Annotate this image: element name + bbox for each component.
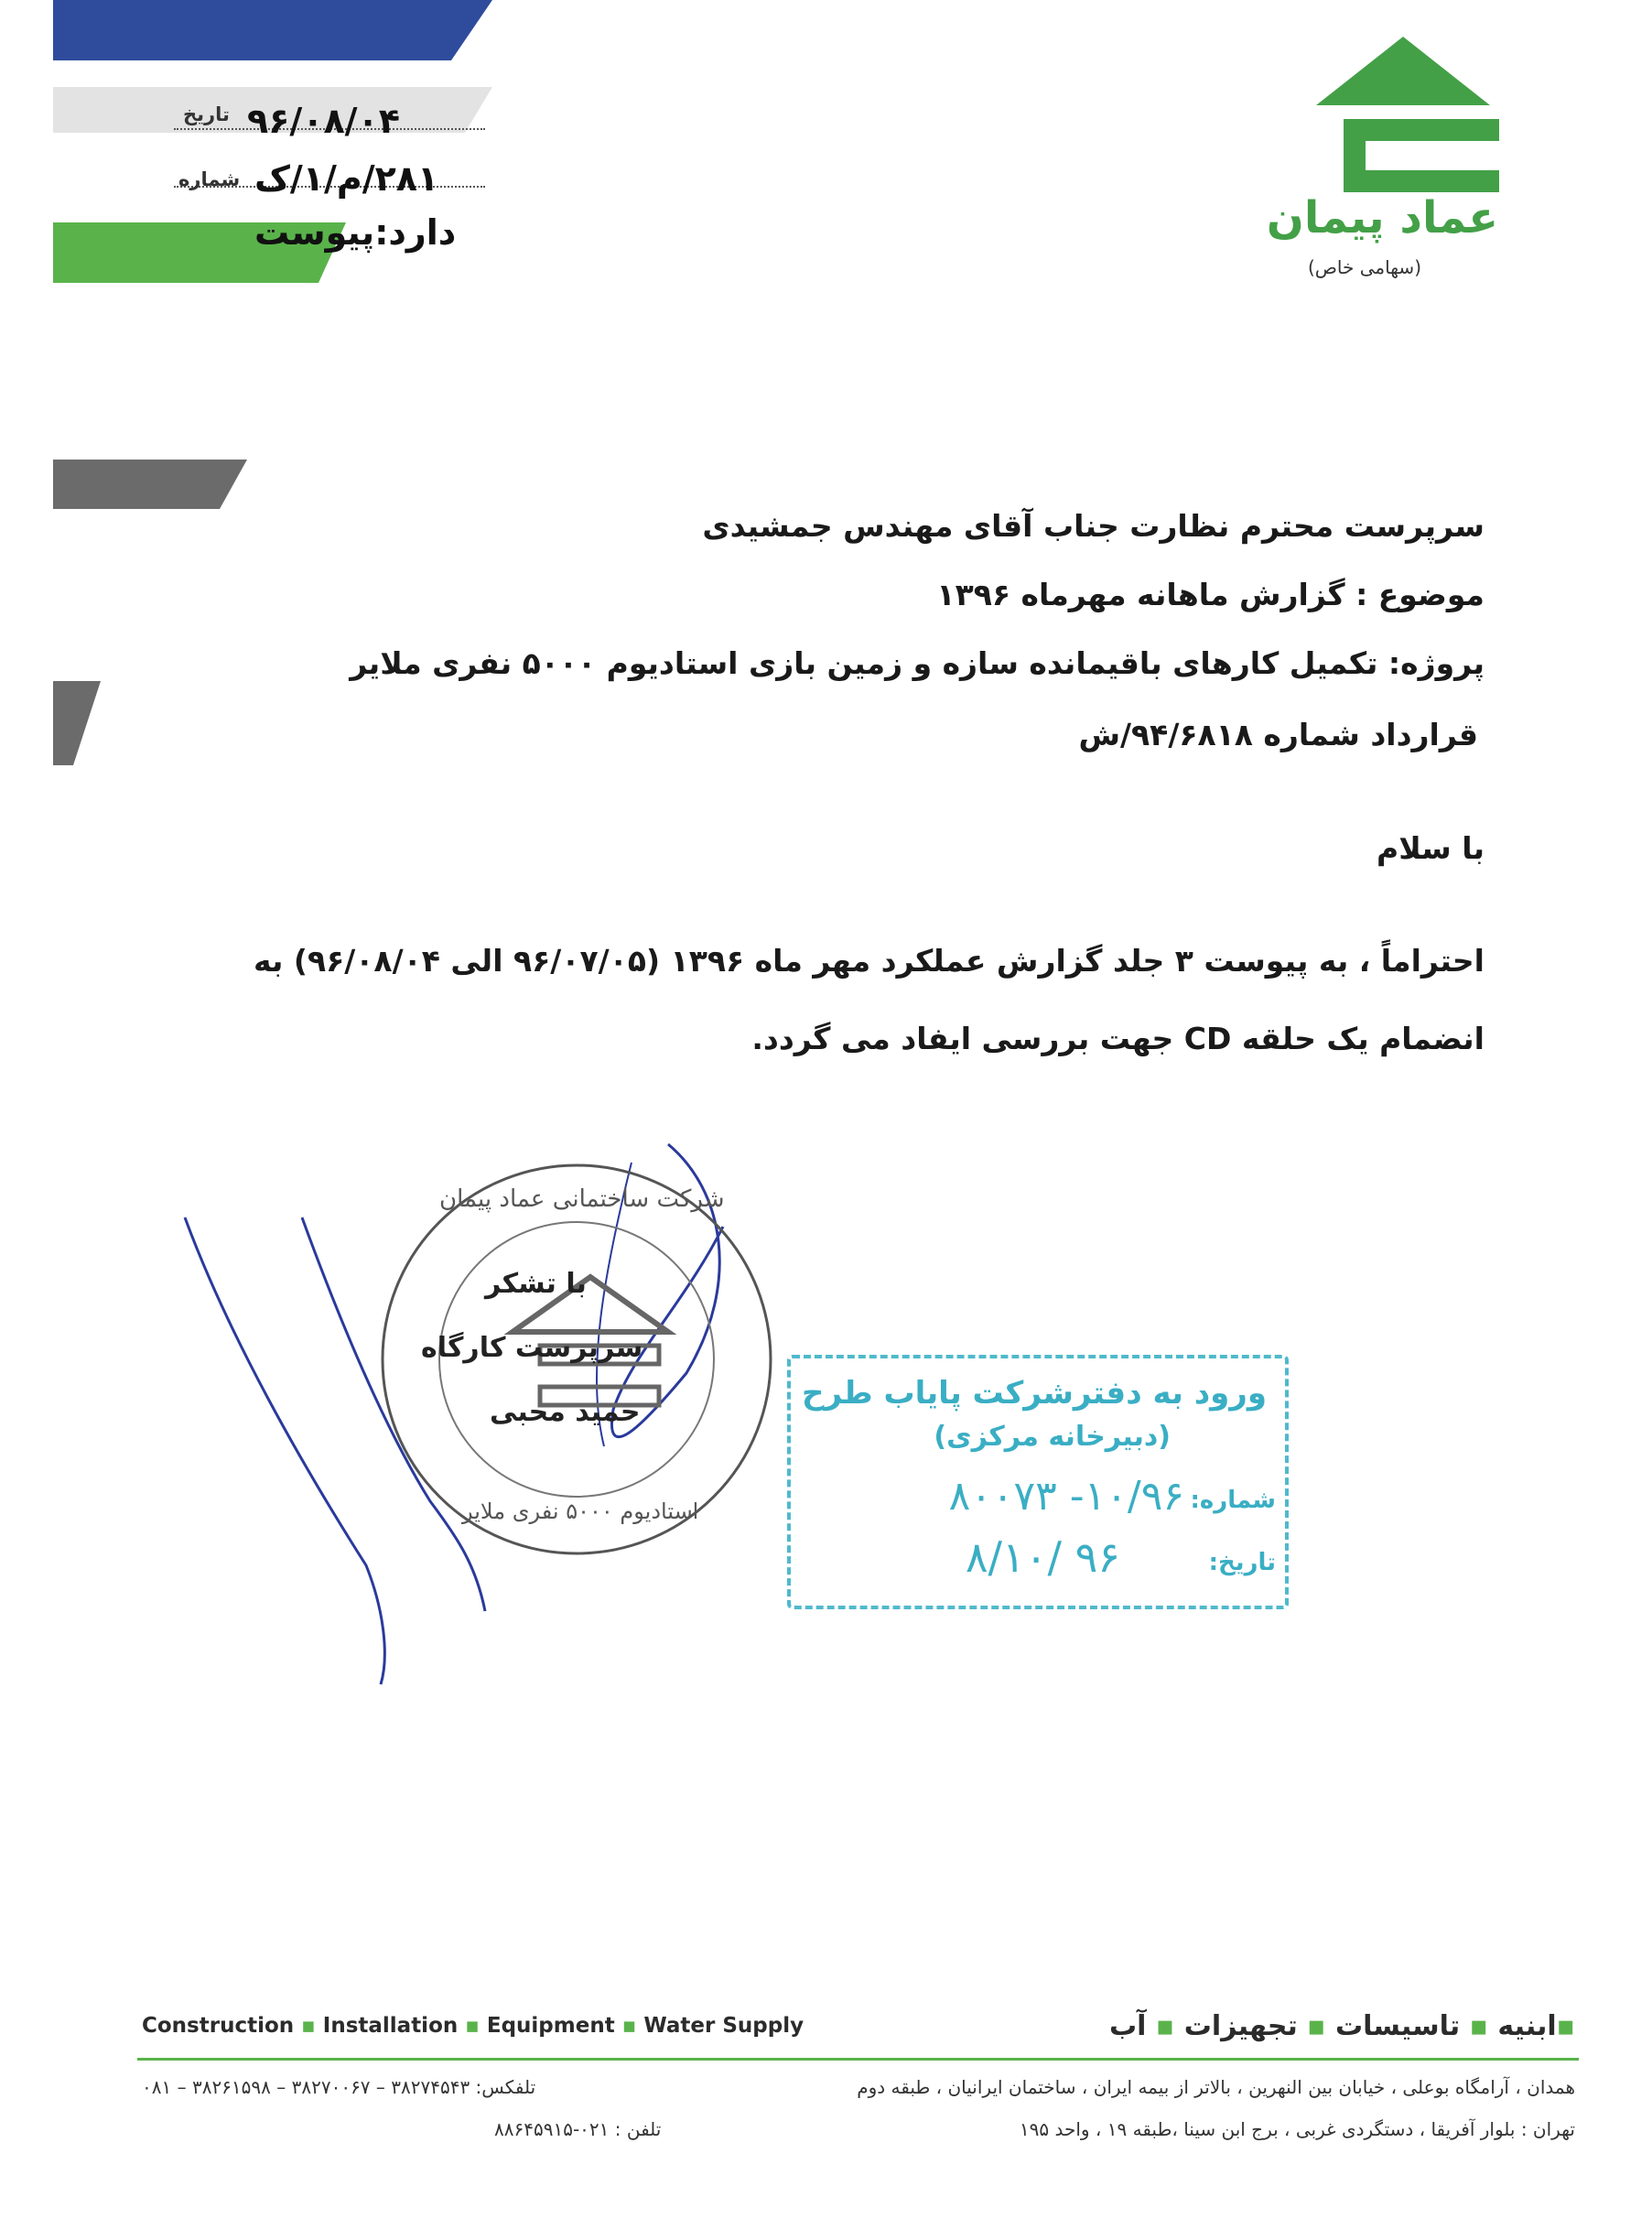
address-tehran: تهران : بلوار آفریقا ، دستگردی غربی ، برج ابن سینا ،طبقه ۱۹ ، واحد ۱۹۵ xyxy=(1019,2118,1575,2140)
registration-stamp xyxy=(787,1355,1289,1609)
body-line-2: انضمام یک حلقه CD جهت بررسی ایفاد می گردد. xyxy=(751,1021,1485,1056)
service-construction: Construction xyxy=(142,2014,295,2038)
service-fa-installations: تاسیسات xyxy=(1334,2010,1461,2042)
project-line: پروژه: تکمیل کارهای باقیمانده سازه و زمین بازی استادیوم ۵۰۰۰ نفری ملایر xyxy=(350,645,1485,681)
footer-rule xyxy=(137,2058,1579,2061)
company-type: (سهامی خاص) xyxy=(1307,256,1421,278)
attachment-value: پیوست xyxy=(254,212,375,253)
body-line-1: احتراماً ، به پیوست ۳ جلد گزارش عملکرد مهر ماه ۱۳۹۶ (۹۶/۰۷/۰۵ الی ۹۶/۰۸/۰۴) به xyxy=(253,943,1485,979)
service-installation: Installation xyxy=(322,2014,459,2038)
greeting-line: با سلام xyxy=(1377,830,1485,866)
phone-tehran: تلفن : ۰۲۱-۸۸۶۴۵۹۱۵ xyxy=(494,2118,662,2140)
number-label: شماره xyxy=(178,168,241,190)
address-hamedan: همدان ، آرامگاه بوعلی ، خیابان بین النهرین ، بالاتر از بیمه ایران ، ساختمان ایرانیان ، طبقه دوم xyxy=(857,2076,1575,2098)
attachment-row xyxy=(254,212,456,253)
service-equipment: Equipment xyxy=(486,2014,615,2038)
stamp-subtitle: (دبیرخانه مرکزی) xyxy=(934,1421,1171,1453)
footer-services-en: Construction ▪ Installation ▪ Equipment ▪ Water Supply xyxy=(142,2014,804,2038)
recipient-line: سرپرست محترم نظارت جناب آقای مهندس جمشیدی xyxy=(702,508,1485,544)
header-band-blue xyxy=(53,0,492,60)
stamp-title: ورود به دفترشرکت پایاب طرح xyxy=(801,1375,1267,1412)
stamp-date-value: ۹۶ /۸/۱۰ xyxy=(965,1532,1120,1582)
company-name: عماد پیمان xyxy=(1266,192,1498,243)
stamp-number-label: شماره: xyxy=(1190,1487,1276,1514)
service-fa-water: آب xyxy=(1109,2010,1147,2042)
service-fa-equipment: تجهیزات xyxy=(1183,2010,1298,2042)
seal-bottom-text: استادیوم ۵۰۰۰ نفری ملایر xyxy=(462,1499,699,1524)
service-water-supply: Water Supply xyxy=(643,2014,804,2038)
stamp-date-label: تاریخ: xyxy=(1208,1549,1276,1576)
stamp-number-value: ۱۰/۹۶- ۸۰۰۷۳ xyxy=(948,1473,1184,1520)
service-fa-buildings: ابنیه xyxy=(1497,2010,1557,2042)
company-logo-icon xyxy=(1307,37,1499,196)
signature-name: حمید محبی xyxy=(490,1396,641,1428)
side-band-gray-1 xyxy=(53,460,247,509)
date-value: ۹۶/۰۸/۰۴ xyxy=(247,101,400,141)
contract-line: قرارداد شماره ۹۴/۶۸۱۸/ش xyxy=(1078,717,1478,752)
date-label: تاریخ xyxy=(183,103,230,125)
footer-services-fa: ▪ابنیه ▪ تاسیسات ▪ تجهیزات ▪ آب xyxy=(1109,2010,1575,2042)
signature-thanks: با تشکر xyxy=(485,1268,587,1300)
number-value: ۲۸۱/م/۱/ک xyxy=(254,158,439,199)
subject-line: موضوع : گزارش ماهانه مهرماه ۱۳۹۶ xyxy=(936,577,1485,612)
seal-top-text: شرکت ساختمانی عماد پیمان xyxy=(439,1185,725,1213)
attachment-label: دارد: xyxy=(374,212,457,253)
side-band-gray-2 xyxy=(53,681,101,765)
phone-hamedan: تلفکس: ۳۸۲۷۴۵۴۳ – ۳۸۲۷۰۰۶۷ – ۳۸۲۶۱۵۹۸ – ۰۸۱ xyxy=(142,2076,536,2098)
signature-title: سرپرست کارگاه xyxy=(421,1332,643,1364)
